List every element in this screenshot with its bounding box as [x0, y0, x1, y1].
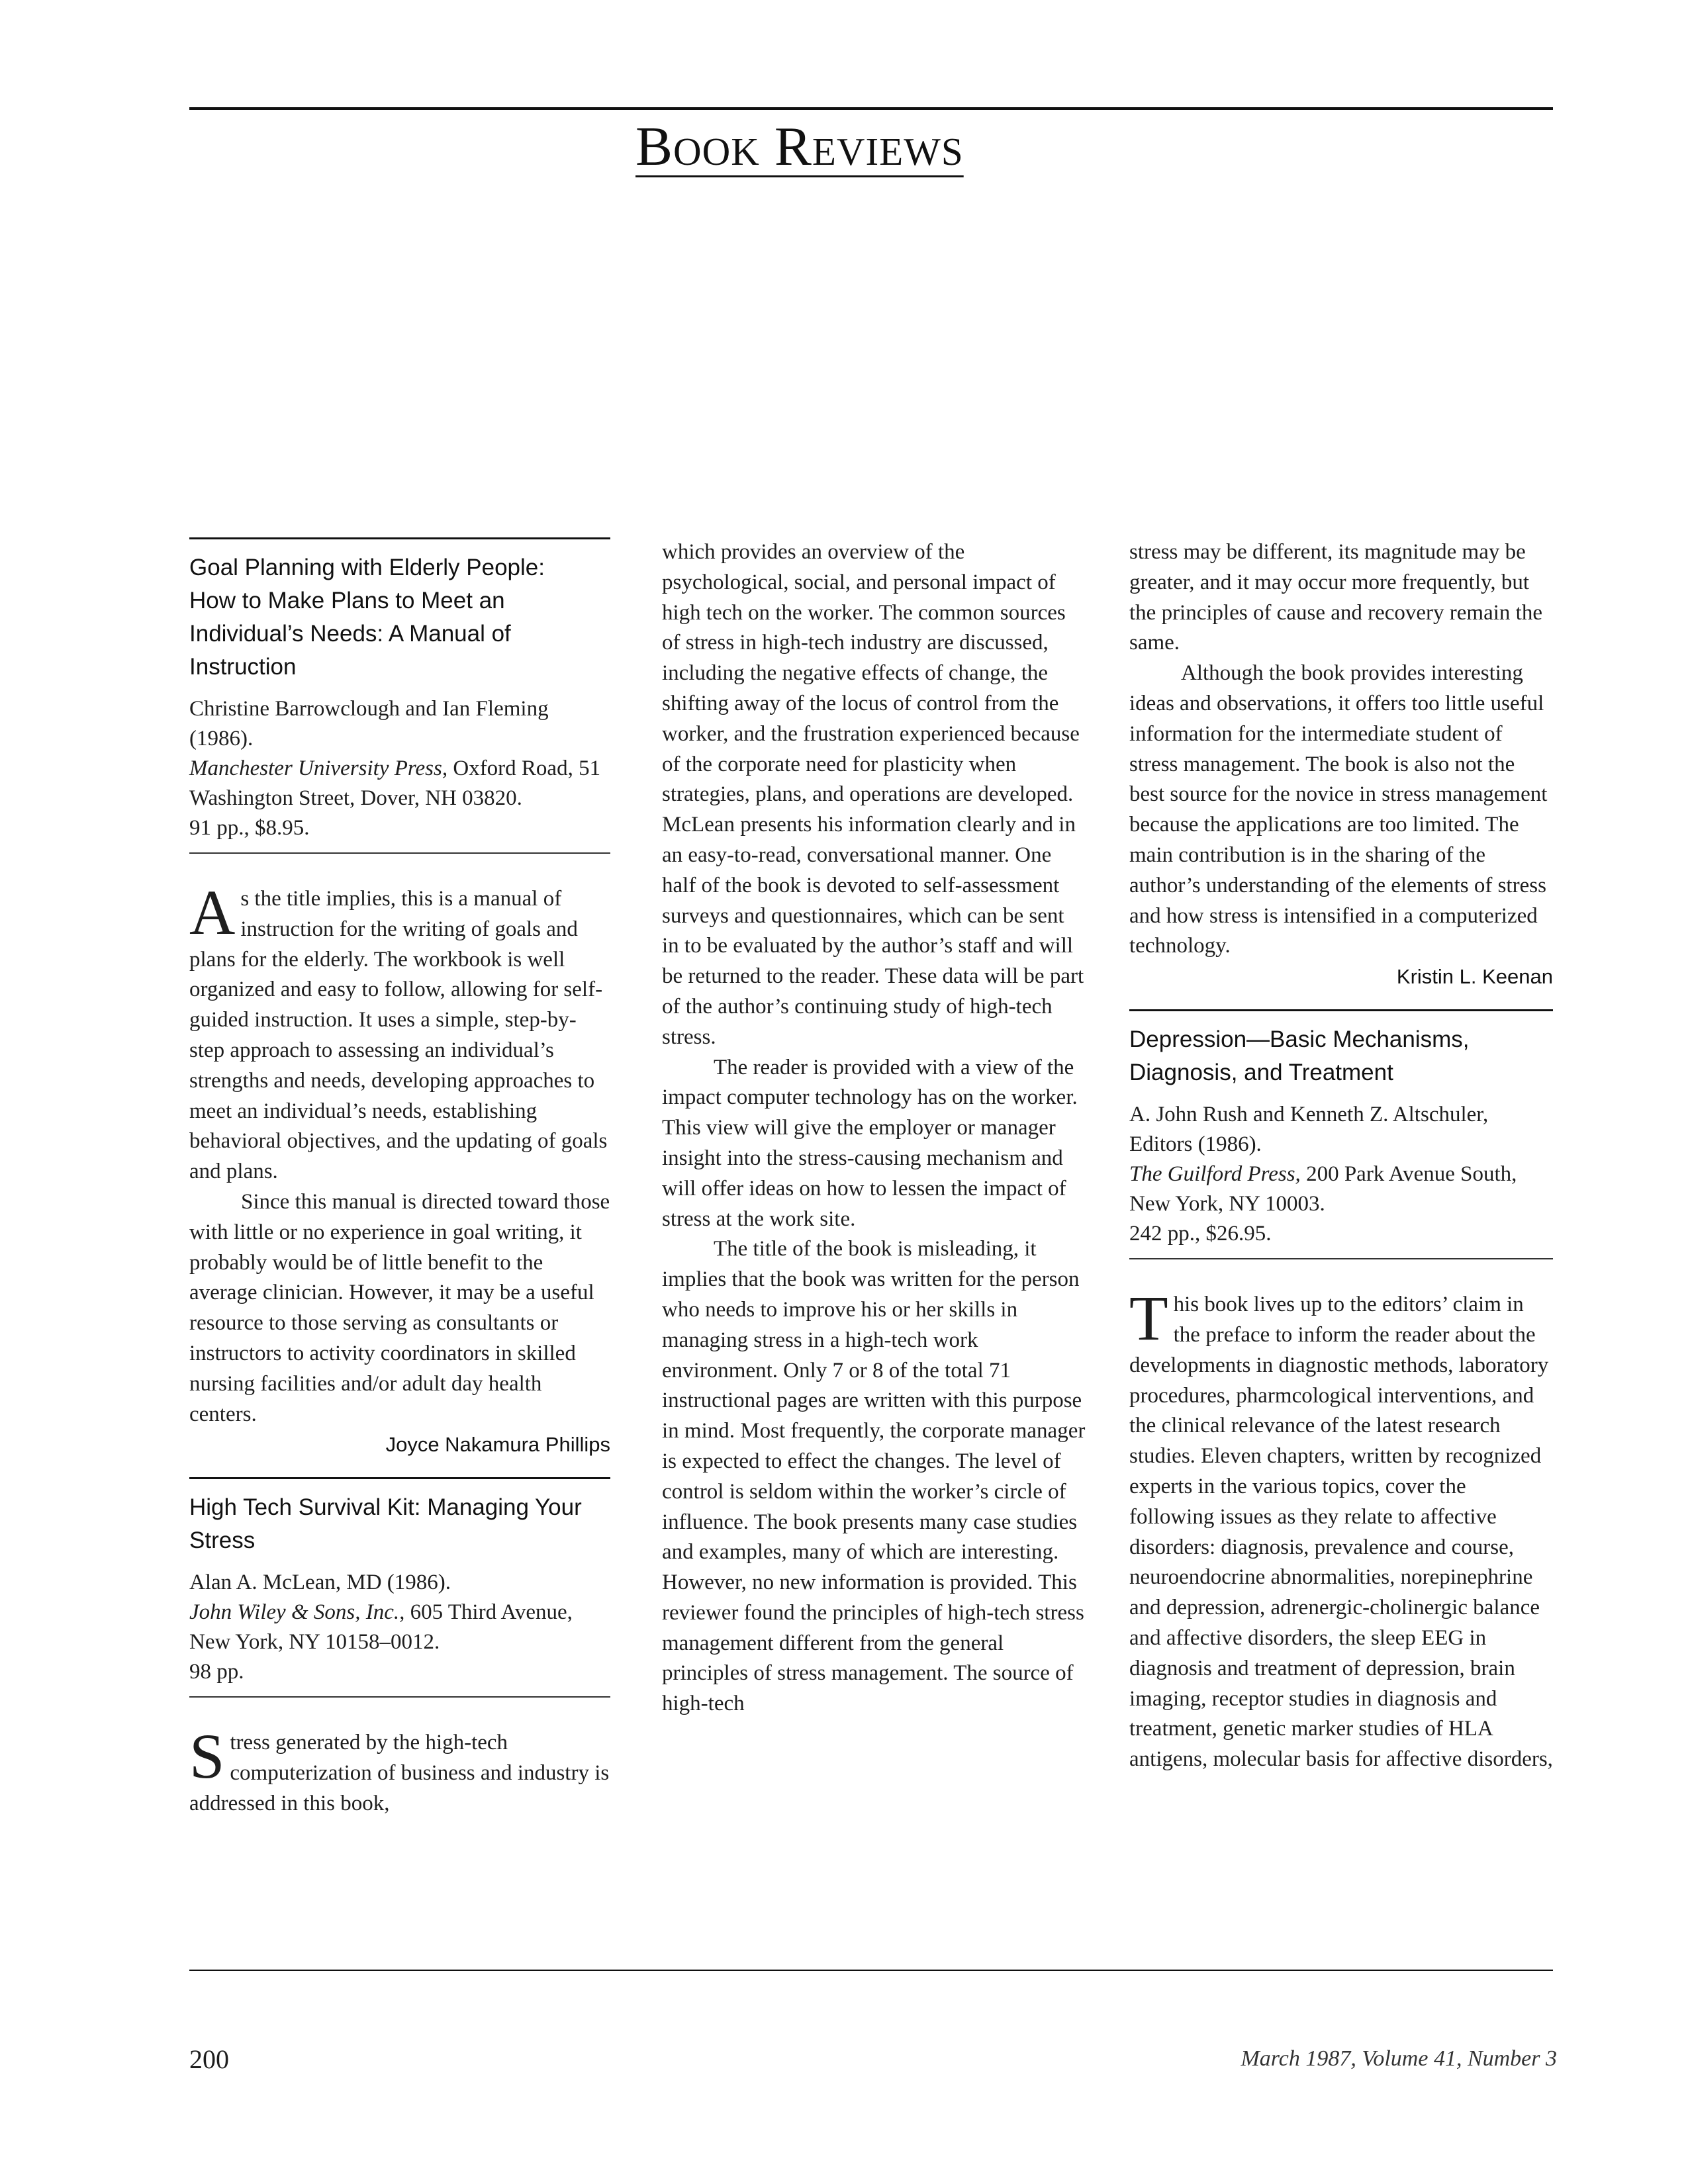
book-title: High Tech Survival Kit: Managing Your Stress	[189, 1494, 582, 1554]
section-rule	[189, 1477, 610, 1479]
section-heading: Book Reviews	[635, 116, 964, 177]
section-rule	[189, 537, 610, 539]
review-paragraph: This book lives up to the editors’ claim in the preface to inform the reader about the developments in diagnostic methods, laboratory procedures, pharmcological interventions, and the clinical relevance of the latest research studies. Eleven chapters, written by recognized experts in the various topics, cover the following issues as they relate to affective disorders: diagnosis, prevalence and course, neuroendocrine abnormalities, norepinephrine and depression, adrenergic-cholinergic balance and affective disorders, the sleep EEG in diagnosis and treatment of depression, brain imaging, receptor studies in diagnosis and treatment, genetic marker studies of HLA antigens, molecular basis for affective disorders,	[1129, 1283, 1553, 1772]
book-publisher: Manchester University Press,	[189, 756, 448, 780]
book-citation	[1129, 1100, 1553, 1249]
citation-rule	[1129, 1258, 1553, 1259]
review-paragraph: As the title implies, this is a manual of instruction for the writing of goals and plans for the elderly. The workbook is well organized and easy to follow, allowing for self-guided instruction. It uses a simple, step-by-step approach to assessing an individual’s strengths and needs, developing approaches to meet an individual’s needs, establishing behavioral objectives, and the updating of goals and plans.	[189, 877, 608, 1184]
citation-rule	[189, 1696, 610, 1698]
book-address: 605 Third Avenue, New York, NY 10158–0012.	[189, 1600, 573, 1655]
top-rule	[189, 107, 1553, 110]
book-publisher-line	[189, 1598, 610, 1657]
column-1	[189, 537, 610, 1819]
column-3	[1129, 537, 1553, 1775]
drop-cap: A	[189, 877, 236, 948]
book-authors: A. John Rush and Kenneth Z. Altschuler, Editors (1986).	[1129, 1103, 1489, 1157]
book-publisher: John Wiley & Sons, Inc.,	[189, 1600, 405, 1625]
page-number: 200	[189, 2044, 229, 2074]
book-price: 91 pp., $8.95.	[189, 816, 310, 840]
bottom-rule	[189, 1970, 1553, 1971]
book-authors: Alan A. McLean, MD (1986).	[189, 1570, 451, 1595]
book-publisher: The Guilford Press,	[1129, 1162, 1301, 1187]
issue-info: March 1987, Volume 41, Number 3	[1241, 2046, 1557, 2071]
book-publisher-line	[1129, 1160, 1553, 1219]
reviewer-name: Joyce Nakamura Phillips	[385, 1433, 610, 1457]
reviewer-name: Kristin L. Keenan	[1396, 965, 1553, 989]
drop-cap: S	[189, 1721, 225, 1792]
review-paragraph: The reader is provided with a view of the impact computer technology has on the worker. This view will give the employer or manager insight into the stress-causing mechanism and will offer ideas on how to lessen the impact of stress at the work site.	[662, 1055, 1078, 1231]
book-citation	[189, 694, 610, 843]
review-paragraph: Since this manual is directed toward those with little or no experience in goal writing, it probably would be of little benefit to the average clinician. However, it may be a useful resource to those serving as consultants or instructors to activity coordinators in skilled nursing facilities and/or adult day health centers.	[189, 1189, 610, 1426]
review-paragraph-cont: which provides an overview of the psychological, social, and personal impact of high tech on the worker. The common sources of stress in high-tech industry are discussed, including the negative effects of change, the shifting away of the locus of control from the worker, and the frustration experienced because of the corporate need for plasticity when strategies, plans, and operations are developed. McLean presents his information clearly and in an easy-to-read, conversational manner. One half of the book is devoted to self-assessment surveys and questionnaires, which can be sent in to be evaluated by the author’s staff and will be returned to the reader. These data will be part of the author’s continuing study of high-tech stress.	[662, 540, 1084, 1049]
book-citation	[189, 1568, 610, 1687]
book-publisher-line	[189, 754, 610, 813]
review-paragraph-cont: stress may be different, its magnitude may be greater, and it may occur more frequently, but the principles of cause and recovery remain the same.	[1129, 540, 1542, 655]
section-rule	[1129, 1009, 1553, 1011]
drop-cap: T	[1129, 1283, 1168, 1354]
review-paragraph: The title of the book is misleading, it implies that the book was written for the person who needs to improve his or her skills in managing stress in a high-tech work environment. Only 7 or 8 of the total 71 instructional pages are written with this purpose in mind. Most frequently, the corporate manager is expected to effect the changes. The level of control is seldom within the worker’s circle of influence. The book presents many case studies and examples, many of which are interesting. However, no new information is provided. This reviewer found the principles of high-tech stress management different from the general principles of stress management. The source of high-tech	[662, 1237, 1086, 1716]
book-price: 242 pp., $26.95.	[1129, 1222, 1272, 1246]
book-address: 200 Park Avenue South, New York, NY 10003.	[1129, 1162, 1517, 1216]
book-address: Oxford Road, 51 Washington Street, Dover, NH 03820.	[189, 756, 601, 810]
book-title: Goal Planning with Elderly People: How to Make Plans to Meet an Individual’s Needs: A Manual of Instruction	[189, 555, 545, 680]
book-price: 98 pp.	[189, 1660, 244, 1684]
review-paragraph-start	[189, 1721, 610, 1819]
book-authors: Christine Barrowclough and Ian Fleming (1986).	[189, 697, 549, 751]
column-2	[662, 537, 1086, 1719]
citation-rule	[189, 852, 610, 854]
review-text-part: tress generated by the high-tech computerization of business and industry is addressed in this book,	[189, 1731, 610, 1815]
review-paragraph: Although the book provides interesting ideas and observations, it offers too little useful information for the intermediate student of stress management. The book is also not the best source for the novice in stress management because the applications are too limited. The main contribution is in the sharing of the author’s understanding of the elements of stress and how stress is intensified in a computerized technology.	[1129, 661, 1548, 958]
book-title: Depression—Basic Mechanisms, Diagnosis, and Treatment	[1129, 1026, 1470, 1086]
